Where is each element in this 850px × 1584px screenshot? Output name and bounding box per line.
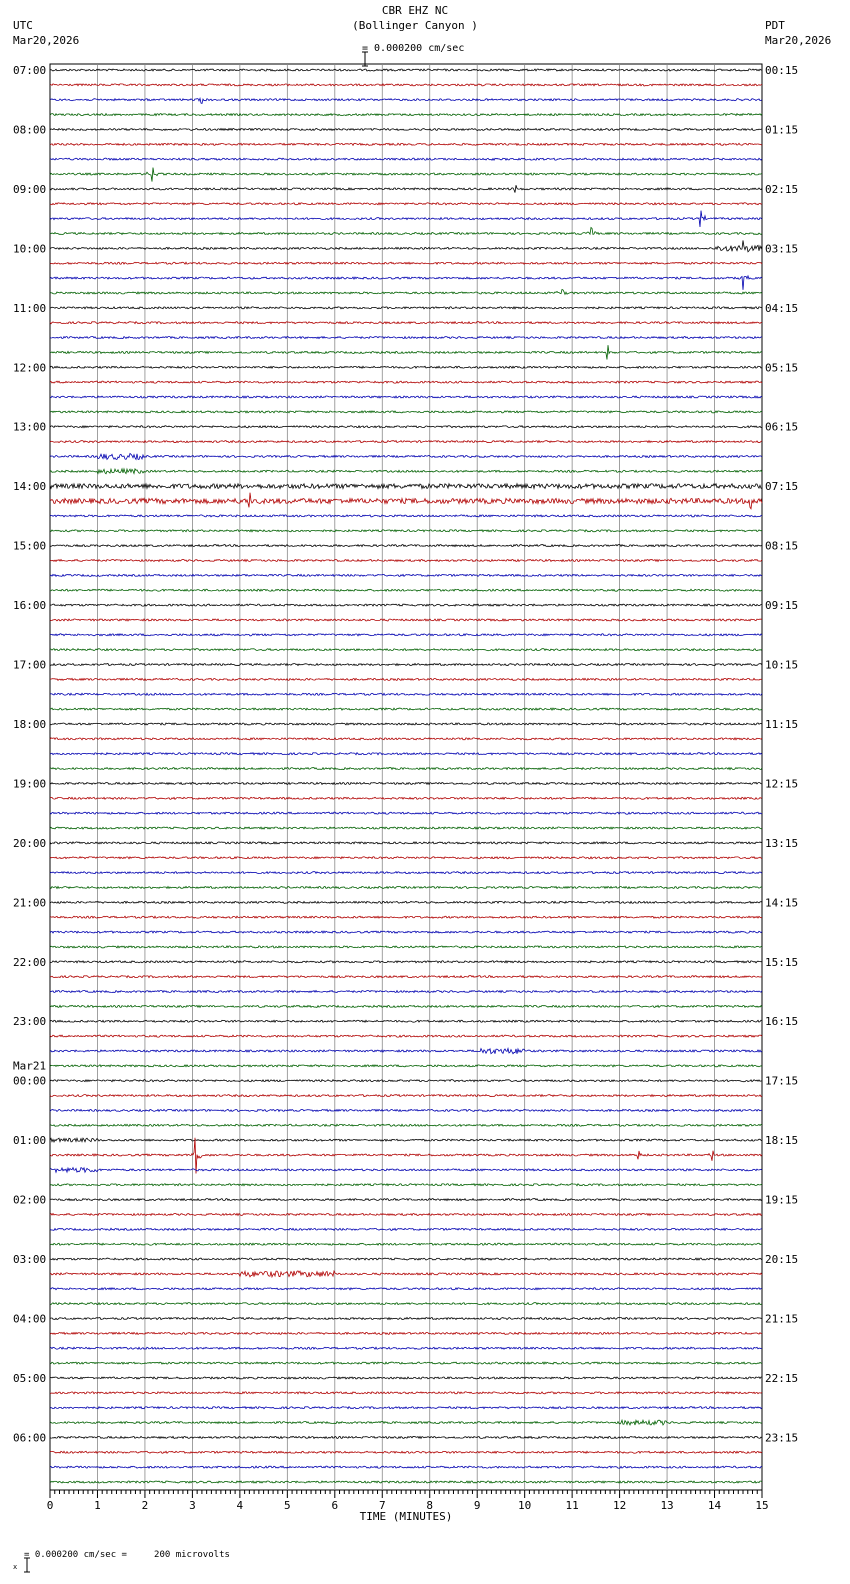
seismic-trace — [50, 619, 762, 621]
seismic-trace — [50, 842, 762, 844]
pdt-time-label: 04:15 — [765, 301, 799, 315]
seismic-trace — [50, 1420, 762, 1425]
pdt-time-label: 15:15 — [765, 955, 799, 969]
pdt-time-label: 16:15 — [765, 1015, 799, 1029]
seismic-trace — [50, 114, 762, 116]
seismic-trace — [50, 515, 762, 517]
seismic-trace — [50, 634, 762, 636]
seismic-trace — [50, 560, 762, 562]
seismic-trace — [50, 1199, 762, 1201]
x-tick-label: 8 — [426, 1499, 434, 1512]
seismic-trace — [50, 185, 762, 192]
seismic-trace — [50, 129, 762, 131]
pdt-time-label: 13:15 — [765, 836, 799, 850]
pdt-time-label: 10:15 — [765, 658, 799, 672]
seismic-trace — [50, 211, 762, 227]
footer-scale-icon — [2, 1546, 22, 1571]
pdt-time-label: 14:15 — [765, 896, 799, 910]
station-site: (Bollinger Canyon ) — [352, 19, 478, 32]
seismic-trace — [50, 872, 762, 874]
x-tick-label: 5 — [284, 1499, 291, 1512]
utc-hour-label: 22:00 — [13, 955, 47, 969]
utc-hour-label: 18:00 — [13, 717, 47, 731]
seismic-trace — [50, 411, 762, 413]
utc-hour-label: 07:00 — [13, 64, 47, 77]
utc-hour-label: 15:00 — [13, 539, 47, 553]
x-tick-label: 9 — [473, 1499, 481, 1512]
utc-hour-label: 17:00 — [13, 658, 47, 672]
pdt-time-label: 06:15 — [765, 420, 799, 434]
seismic-trace — [50, 143, 762, 145]
seismic-trace — [50, 738, 762, 740]
pdt-time-label: 05:15 — [765, 361, 799, 375]
seismic-trace — [50, 469, 762, 474]
seismic-trace — [50, 1005, 762, 1007]
utc-hour-label: 13:00 — [13, 420, 47, 434]
utc-hour-label: 02:00 — [13, 1193, 47, 1207]
seismic-trace — [50, 69, 762, 71]
utc-hour-label: 10:00 — [13, 242, 47, 256]
utc-hour-label: 05:00 — [13, 1371, 47, 1385]
seismic-trace — [50, 887, 762, 889]
seismic-trace — [50, 366, 762, 368]
seismic-trace — [50, 574, 762, 576]
seismic-trace — [50, 1318, 762, 1320]
seismic-trace — [50, 753, 762, 755]
utc-hour-label: 14:00 — [13, 480, 47, 494]
seismic-trace — [50, 98, 762, 103]
seismic-trace — [50, 604, 762, 606]
seismic-trace — [50, 1481, 762, 1483]
x-tick-label: 0 — [46, 1499, 54, 1512]
utc-hour-label: 11:00 — [13, 301, 47, 315]
seismic-trace — [50, 901, 762, 903]
seismic-trace — [50, 1095, 762, 1097]
seismic-trace — [50, 1407, 762, 1409]
seismic-trace — [50, 1080, 762, 1082]
seismic-trace — [50, 1035, 762, 1037]
pdt-time-label: 20:15 — [765, 1253, 799, 1267]
seismic-trace — [50, 1347, 762, 1349]
seismic-trace — [50, 1124, 762, 1126]
utc-hour-label: 08:00 — [13, 123, 47, 137]
svg-text:x: x — [12, 1563, 18, 1571]
seismic-trace — [50, 345, 762, 359]
utc-hour-label: 23:00 — [13, 1015, 47, 1029]
pdt-time-label: 07:15 — [765, 480, 799, 494]
seismic-trace — [50, 240, 762, 251]
seismic-trace — [50, 1258, 762, 1260]
seismic-trace — [50, 1288, 762, 1290]
x-tick-label: 12 — [612, 1499, 627, 1512]
utc-hour-label: 20:00 — [13, 836, 47, 850]
utc-hour-label: 00:00 — [13, 1074, 47, 1088]
x-tick-label: 4 — [236, 1499, 244, 1512]
seismic-trace — [50, 454, 762, 460]
seismic-trace — [50, 1466, 762, 1468]
seismic-trace — [50, 1303, 762, 1305]
seismic-trace — [50, 678, 762, 680]
seismic-trace — [50, 827, 762, 829]
seismic-trace — [50, 1184, 762, 1186]
x-tick-label: 3 — [189, 1499, 196, 1512]
seismic-trace — [50, 289, 762, 294]
seismic-trace — [50, 337, 762, 339]
pdt-time-label: 02:15 — [765, 182, 799, 196]
seismic-trace — [50, 946, 762, 948]
utc-hour-label: 03:00 — [13, 1253, 47, 1267]
pdt-time-label: 09:15 — [765, 599, 799, 613]
right-date: Mar20,2026 — [765, 34, 832, 47]
pdt-time-label: 17:15 — [765, 1074, 799, 1088]
seismic-trace — [50, 228, 762, 235]
pdt-time-label: 22:15 — [765, 1371, 799, 1385]
seismic-trace — [50, 545, 762, 547]
seismic-trace — [50, 1065, 762, 1067]
x-tick-label: 6 — [331, 1499, 339, 1512]
utc-hour-label: 06:00 — [13, 1431, 47, 1445]
seismic-trace — [50, 1138, 762, 1142]
seismic-trace — [50, 381, 762, 383]
seismic-trace — [50, 203, 762, 205]
pdt-time-label: 08:15 — [765, 539, 799, 553]
seismic-trace — [50, 708, 762, 710]
seismic-trace — [50, 484, 762, 489]
seismic-trace — [50, 782, 762, 784]
seismic-trace — [50, 1271, 762, 1277]
seismic-trace — [50, 1392, 762, 1394]
footer-scale-note: = 0.000200 cm/sec = 200 microvolts — [24, 1550, 230, 1560]
seismic-trace — [50, 1436, 762, 1438]
x-tick-label: 15 — [755, 1499, 769, 1512]
seismic-trace — [50, 1138, 762, 1174]
pdt-time-label: 03:15 — [765, 242, 799, 256]
date-label: Mar21 — [13, 1059, 47, 1073]
seismic-trace — [50, 812, 762, 814]
utc-hour-label: 12:00 — [13, 361, 47, 375]
x-tick-label: 14 — [707, 1499, 722, 1512]
utc-hour-label: 04:00 — [13, 1312, 47, 1326]
x-tick-label: 13 — [660, 1499, 674, 1512]
pdt-time-label: 00:15 — [765, 64, 799, 77]
seismic-trace — [50, 322, 762, 324]
seismic-trace — [50, 441, 762, 443]
pdt-time-label: 19:15 — [765, 1193, 799, 1207]
utc-hour-label: 01:00 — [13, 1134, 47, 1148]
seismic-trace — [50, 307, 762, 309]
seismic-trace — [50, 664, 762, 666]
seismic-trace — [50, 530, 762, 532]
seismic-trace — [50, 84, 762, 86]
x-tick-label: 11 — [565, 1499, 579, 1512]
seismic-trace — [50, 262, 762, 264]
pdt-time-label: 23:15 — [765, 1431, 799, 1445]
seismic-trace — [50, 1332, 762, 1334]
scale-label: = 0.000200 cm/sec — [362, 43, 465, 54]
seismic-trace — [50, 158, 762, 160]
x-axis-label: TIME (MINUTES) — [359, 1510, 453, 1523]
seismic-trace — [50, 1020, 762, 1022]
seismic-trace — [50, 493, 762, 509]
pdt-time-label: 11:15 — [765, 717, 799, 731]
seismic-trace — [50, 1049, 762, 1054]
seismic-trace — [50, 1228, 762, 1230]
pdt-time-label: 21:15 — [765, 1312, 799, 1326]
x-tick-label: 10 — [518, 1499, 532, 1512]
seismic-trace — [50, 1214, 762, 1216]
left-date: Mar20,2026 — [13, 34, 80, 47]
seismic-trace — [50, 1451, 762, 1453]
seismic-trace — [50, 589, 762, 591]
seismic-trace — [50, 276, 762, 290]
seismic-trace — [50, 768, 762, 770]
seismic-trace — [50, 693, 762, 695]
seismic-trace — [50, 857, 762, 859]
x-tick-label: 7 — [378, 1499, 386, 1512]
pdt-time-label: 12:15 — [765, 777, 799, 791]
seismic-trace — [50, 649, 762, 651]
seismic-trace — [50, 1362, 762, 1364]
right-timezone: PDT — [765, 19, 785, 32]
utc-hour-label: 19:00 — [13, 777, 47, 791]
seismic-trace — [50, 931, 762, 933]
left-timezone: UTC — [13, 19, 33, 32]
utc-hour-label: 21:00 — [13, 896, 47, 910]
utc-hour-label: 09:00 — [13, 182, 47, 196]
x-tick-label: 2 — [141, 1499, 149, 1512]
seismic-trace — [50, 797, 762, 799]
seismic-trace — [50, 916, 762, 918]
seismic-trace — [50, 1109, 762, 1111]
utc-hour-label: 16:00 — [13, 599, 47, 613]
pdt-time-label: 01:15 — [765, 123, 799, 137]
seismic-trace — [50, 1377, 762, 1379]
seismic-trace — [50, 396, 762, 398]
seismic-trace — [50, 961, 762, 963]
seismic-trace — [50, 723, 762, 725]
x-tick-label: 1 — [94, 1499, 101, 1512]
pdt-time-label: 18:15 — [765, 1134, 799, 1148]
seismic-trace — [50, 976, 762, 978]
seismic-trace — [50, 1243, 762, 1245]
seismic-trace — [50, 1168, 762, 1173]
seismic-trace — [50, 426, 762, 428]
station-title: CBR EHZ NC — [381, 4, 449, 17]
seismic-trace — [50, 991, 762, 993]
seismic-trace — [50, 168, 762, 182]
